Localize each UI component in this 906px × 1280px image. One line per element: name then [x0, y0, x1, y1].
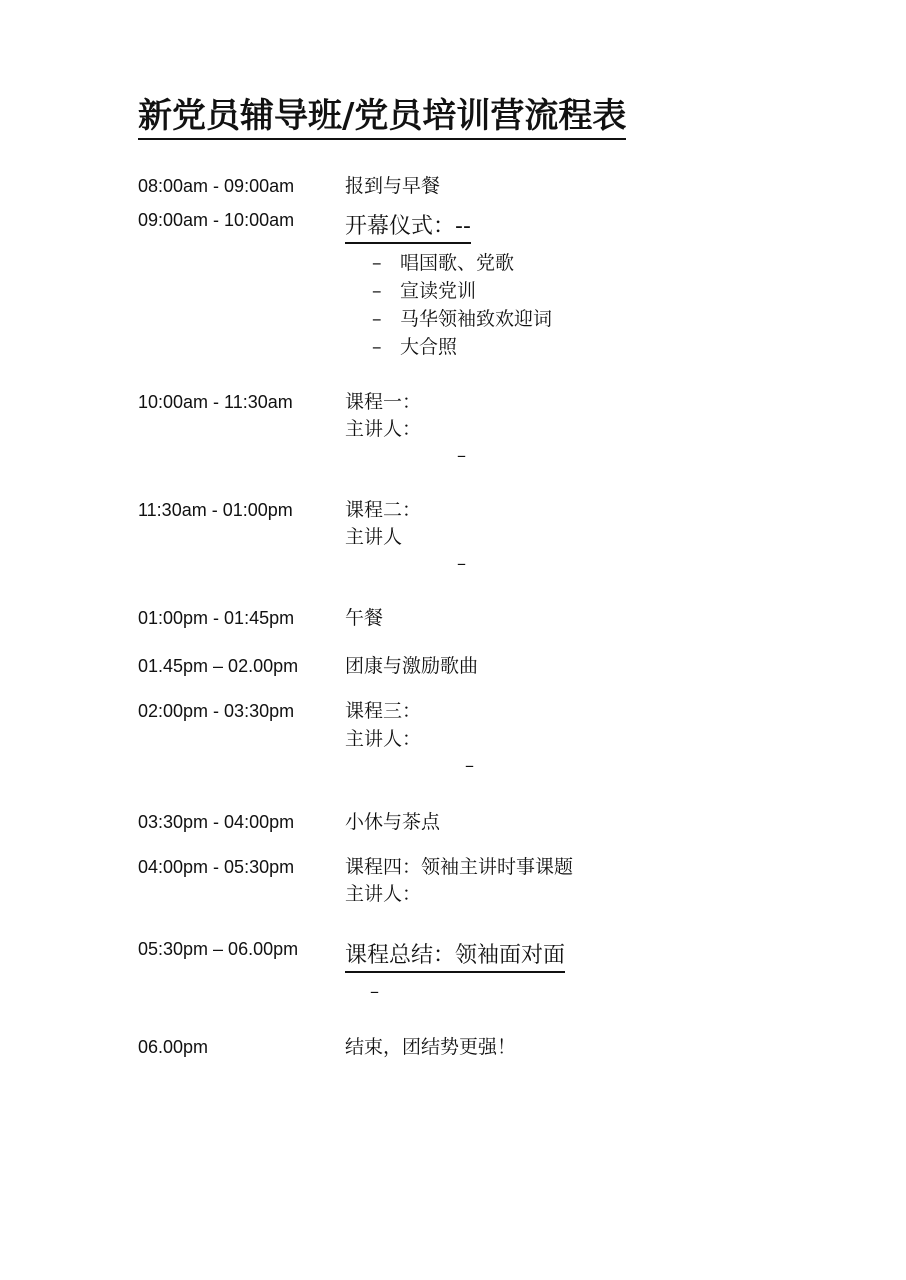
- dash-mark: –: [457, 445, 466, 466]
- time-slot: 02:00pm - 03:30pm: [138, 701, 295, 721]
- dash-mark: –: [457, 553, 466, 574]
- time-slot: 06.00pm: [138, 1037, 209, 1057]
- time-slot: 01.45pm – 02.00pm: [138, 656, 299, 676]
- time-slot: 09:00am - 10:00am: [138, 210, 295, 230]
- list-item: – 宣读党训: [372, 280, 477, 302]
- dash-mark: –: [370, 981, 379, 1002]
- page-title: 新党员辅导班/党员培训营流程表: [138, 94, 626, 140]
- list-item: – 唱国歌、党歌: [372, 252, 515, 274]
- activity: 午餐: [345, 607, 384, 629]
- time-slot: 03:30pm - 04:00pm: [138, 812, 295, 832]
- course-title: 课程二：: [345, 499, 422, 521]
- dash-mark: –: [465, 755, 474, 776]
- activity: 团康与激励歌曲: [345, 655, 479, 677]
- course-title: 课程三：: [345, 700, 422, 722]
- time-slot: 01:00pm - 01:45pm: [138, 608, 295, 628]
- course-title: 课程一：: [345, 391, 422, 413]
- opening-ceremony-heading: 开幕仪式：--: [345, 213, 471, 244]
- list-item: – 马华领袖致欢迎词: [372, 308, 553, 330]
- course-summary-heading: 课程总结：领袖面对面: [345, 942, 565, 973]
- speaker-label: 主讲人：: [345, 418, 422, 440]
- time-slot: 05:30pm – 06.00pm: [138, 939, 299, 959]
- time-slot: 08:00am - 09:00am: [138, 176, 295, 196]
- speaker-label: 主讲人：: [345, 728, 422, 750]
- activity: 小休与茶点: [345, 811, 441, 833]
- time-slot: 10:00am - 11:30am: [138, 392, 293, 412]
- time-slot: 04:00pm - 05:30pm: [138, 857, 295, 877]
- time-slot: 11:30am - 01:00pm: [138, 500, 293, 520]
- speaker-label: 主讲人：: [345, 883, 422, 905]
- activity: 报到与早餐: [345, 175, 441, 197]
- speaker-label: 主讲人: [345, 526, 403, 548]
- list-item: – 大合照: [372, 336, 458, 358]
- course-title: 课程四：领袖主讲时事课题: [345, 856, 574, 878]
- activity: 结束，团结势更强！: [345, 1036, 517, 1058]
